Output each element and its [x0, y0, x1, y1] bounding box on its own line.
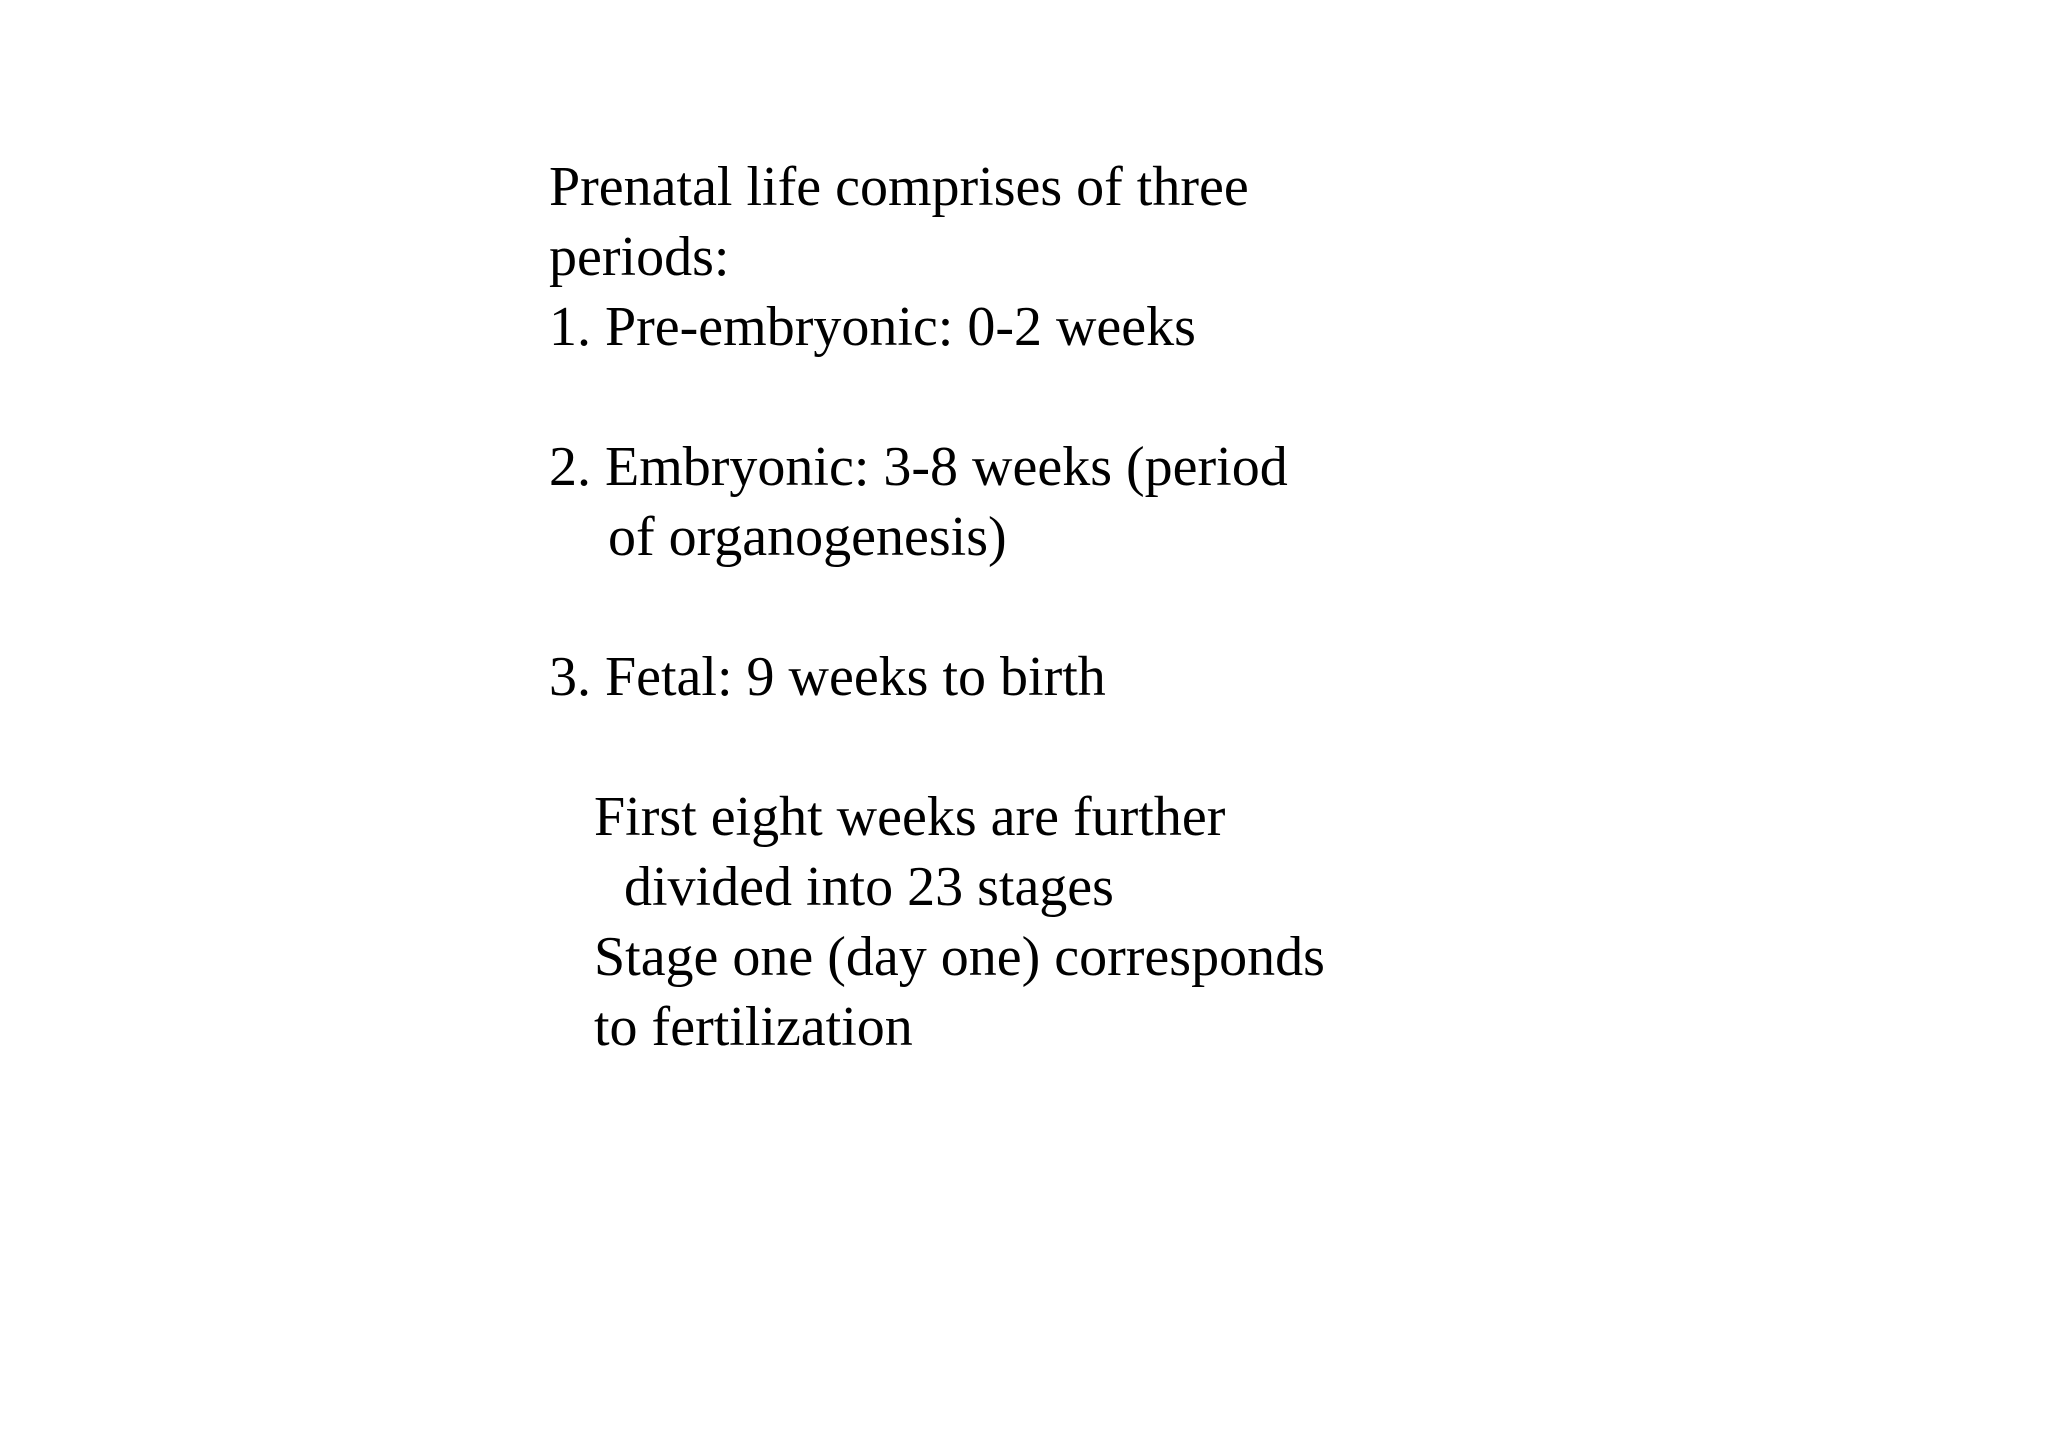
note-line-1: First eight weeks are further: [594, 786, 1226, 848]
period-embryonic-continuation: of organogenesis): [608, 506, 1007, 568]
note-line-3: Stage one (day one) corresponds: [594, 926, 1325, 988]
intro-line-2: periods:: [549, 226, 730, 288]
note-line-2: divided into 23 stages: [624, 856, 1114, 918]
slide-text-block: [549, 152, 1449, 1062]
period-embryonic: 2. Embryonic: 3-8 weeks (period: [549, 436, 1288, 498]
period-pre-embryonic: 1. Pre-embryonic: 0-2 weeks: [549, 296, 1196, 358]
intro-line-1: Prenatal life comprises of three: [549, 156, 1249, 218]
spacer: [549, 362, 1449, 432]
spacer: [549, 572, 1449, 642]
period-fetal: 3. Fetal: 9 weeks to birth: [549, 646, 1106, 708]
note-line-4: to fertilization: [594, 996, 913, 1058]
spacer: [549, 712, 1449, 782]
